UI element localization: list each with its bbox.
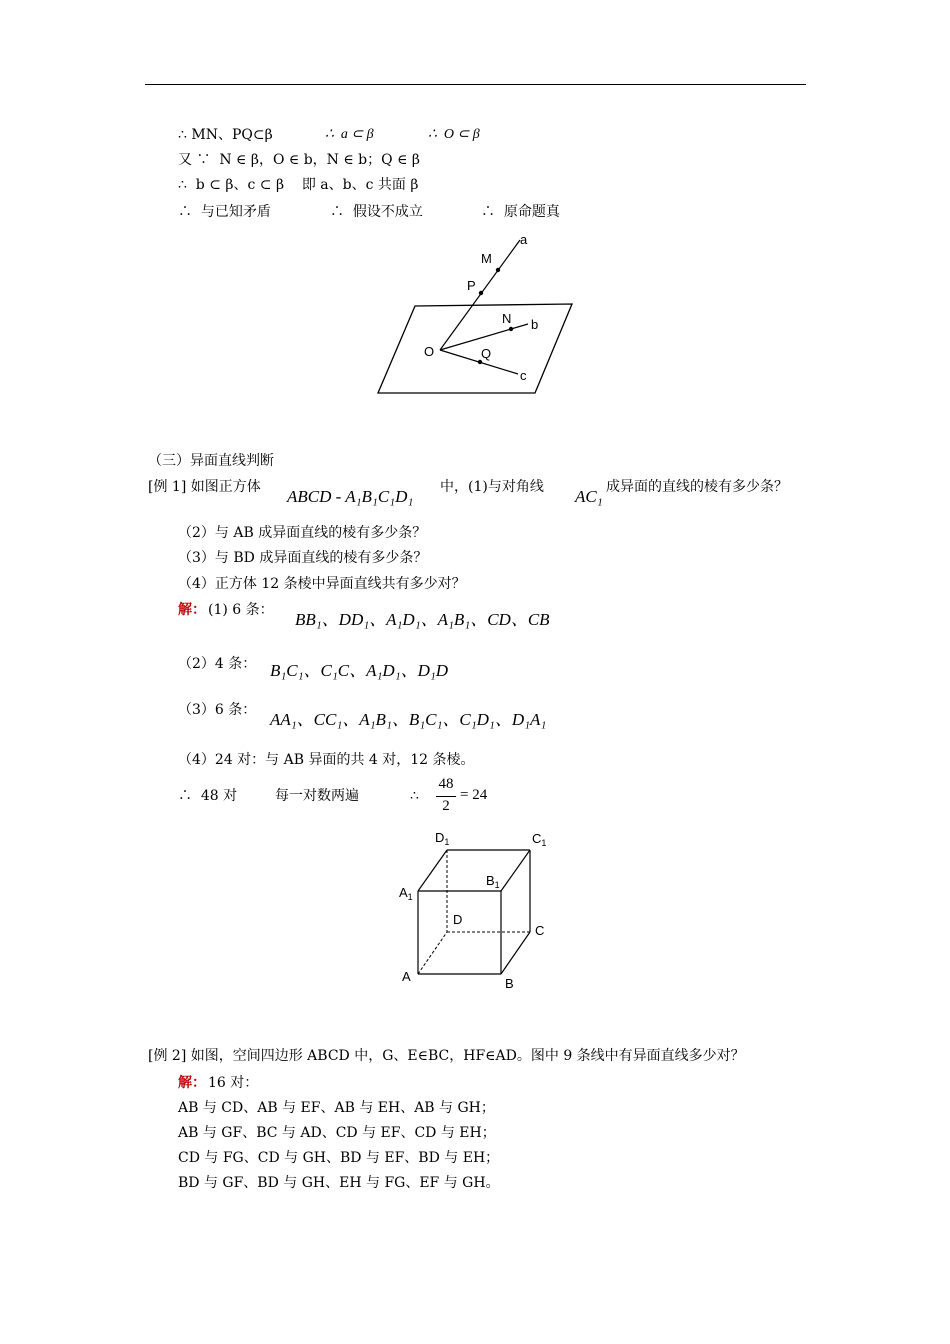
proof-line-4c: ∴ 原命题真 xyxy=(481,204,560,220)
edge-AD xyxy=(418,932,447,974)
fraction-numerator: 48 xyxy=(438,776,454,792)
label-b: b xyxy=(531,317,539,332)
example-2-row: CD 与 FG、CD 与 GH、BD 与 EF、BD 与 EH； xyxy=(178,1150,500,1166)
label-P: P xyxy=(467,278,476,293)
label-N: N xyxy=(502,311,512,326)
edge-B1C1 xyxy=(501,850,530,891)
proof-line-1c: ∴ O ⊂ β xyxy=(428,127,480,142)
fraction-denominator: 2 xyxy=(442,798,450,814)
section-title: （三）异面直线判断 xyxy=(148,453,274,469)
label-Q: Q xyxy=(481,346,492,361)
point-P xyxy=(479,291,483,295)
label-C1: $C_1$ xyxy=(532,831,547,848)
example-2-count: 16 对： xyxy=(208,1075,259,1091)
cube-figure xyxy=(395,825,560,995)
solution-label-1: 解： xyxy=(178,602,206,618)
label-O: O xyxy=(424,344,435,359)
example-2-row: BD 与 GF、BD 与 GH、EH 与 FG、EF 与 GH。 xyxy=(178,1175,500,1191)
label-A1: $A_1$ xyxy=(399,885,413,902)
proof-line-4a: ∴ 与已知矛盾 xyxy=(178,204,271,220)
line-a xyxy=(440,240,520,350)
example-1-suffix: 成异面的直线的棱有多少条？ xyxy=(606,479,788,495)
fraction-result: = 24 xyxy=(460,787,488,803)
fraction-bar xyxy=(436,796,456,797)
answer-4: （4）24 对：与 AB 异面的共 4 对，12 条棱。 xyxy=(178,752,475,768)
example-1-q2: （2）与 AB 成异面直线的棱有多少条？ xyxy=(178,525,427,541)
answer-5a: ∴ 48 对 xyxy=(178,788,238,804)
plane-figure xyxy=(370,228,590,403)
label-a: a xyxy=(520,232,528,247)
example-2-row: AB 与 GF、BC 与 AD、CD 与 EF、CD 与 EH； xyxy=(178,1125,496,1141)
label-c: c xyxy=(520,368,527,383)
answer-3: AA₁、CC₁、A₁B₁、B₁C₁、C₁D₁、D₁A₁ xyxy=(270,710,547,729)
solution-label-2: 解： xyxy=(178,1075,206,1091)
example-1-cube: ABCD - A₁B₁C₁D₁ xyxy=(287,487,414,506)
example-2-row: AB 与 CD、AB 与 EF、AB 与 EH、AB 与 GH； xyxy=(178,1100,495,1116)
example-1-mid: 中，(1)与对角线 xyxy=(440,479,544,495)
answer-5c: ∴ xyxy=(410,788,419,804)
example-1-q3: （3）与 BD 成异面直线的棱有多少条？ xyxy=(178,550,428,566)
label-M: M xyxy=(481,251,492,266)
label-C: C xyxy=(535,923,545,938)
example-1-q4: （4）正方体 12 条棱中异面直线共有多少对？ xyxy=(178,576,466,592)
point-M xyxy=(496,268,500,272)
answer-1-prefix: (1) 6 条： xyxy=(208,602,274,618)
plane-beta xyxy=(378,304,572,393)
answer-5b: 每一对数两遍 xyxy=(275,788,359,804)
answer-1: BB₁、DD₁、A₁D₁、A₁B₁、CD、CB xyxy=(295,610,550,629)
example-2-question: [例 2] 如图，空间四边形 ABCD 中，G、E∈BC，HF∈AD。图中 9 条线中有异面直线多少对？ xyxy=(148,1048,745,1064)
proof-line-1a: ∴ MN、PQ⊂β xyxy=(178,127,273,143)
label-D: D xyxy=(453,912,463,927)
label-A: A xyxy=(402,969,411,984)
edge-A1D1 xyxy=(418,850,447,891)
label-D1: $D_1$ xyxy=(435,830,450,847)
answer-3-prefix: （3）6 条： xyxy=(178,702,257,718)
example-1-prefix: [例 1] 如图正方体 xyxy=(148,479,261,495)
label-B1: $B_1$ xyxy=(486,873,500,890)
answer-2: B₁C₁、C₁C、A₁D₁、D₁D xyxy=(270,661,449,680)
proof-line-4b: ∴ 假设不成立 xyxy=(330,204,423,220)
point-N xyxy=(509,327,513,331)
proof-line-1b: ∴ a ⊂ β xyxy=(325,127,374,142)
example-1-diagonal: AC₁ xyxy=(575,487,603,506)
proof-line-2: 又 ∵ N ∈ β，O ∈ b，N ∈ b；Q ∈ β xyxy=(178,152,420,168)
label-B: B xyxy=(505,976,514,991)
answer-2-prefix: （2）4 条： xyxy=(178,656,257,672)
proof-line-3: ∴ b ⊂ β、c ⊂ β 即 a、b、c 共面 β xyxy=(178,177,419,193)
header-rule xyxy=(145,84,806,85)
edge-BC xyxy=(501,932,530,974)
